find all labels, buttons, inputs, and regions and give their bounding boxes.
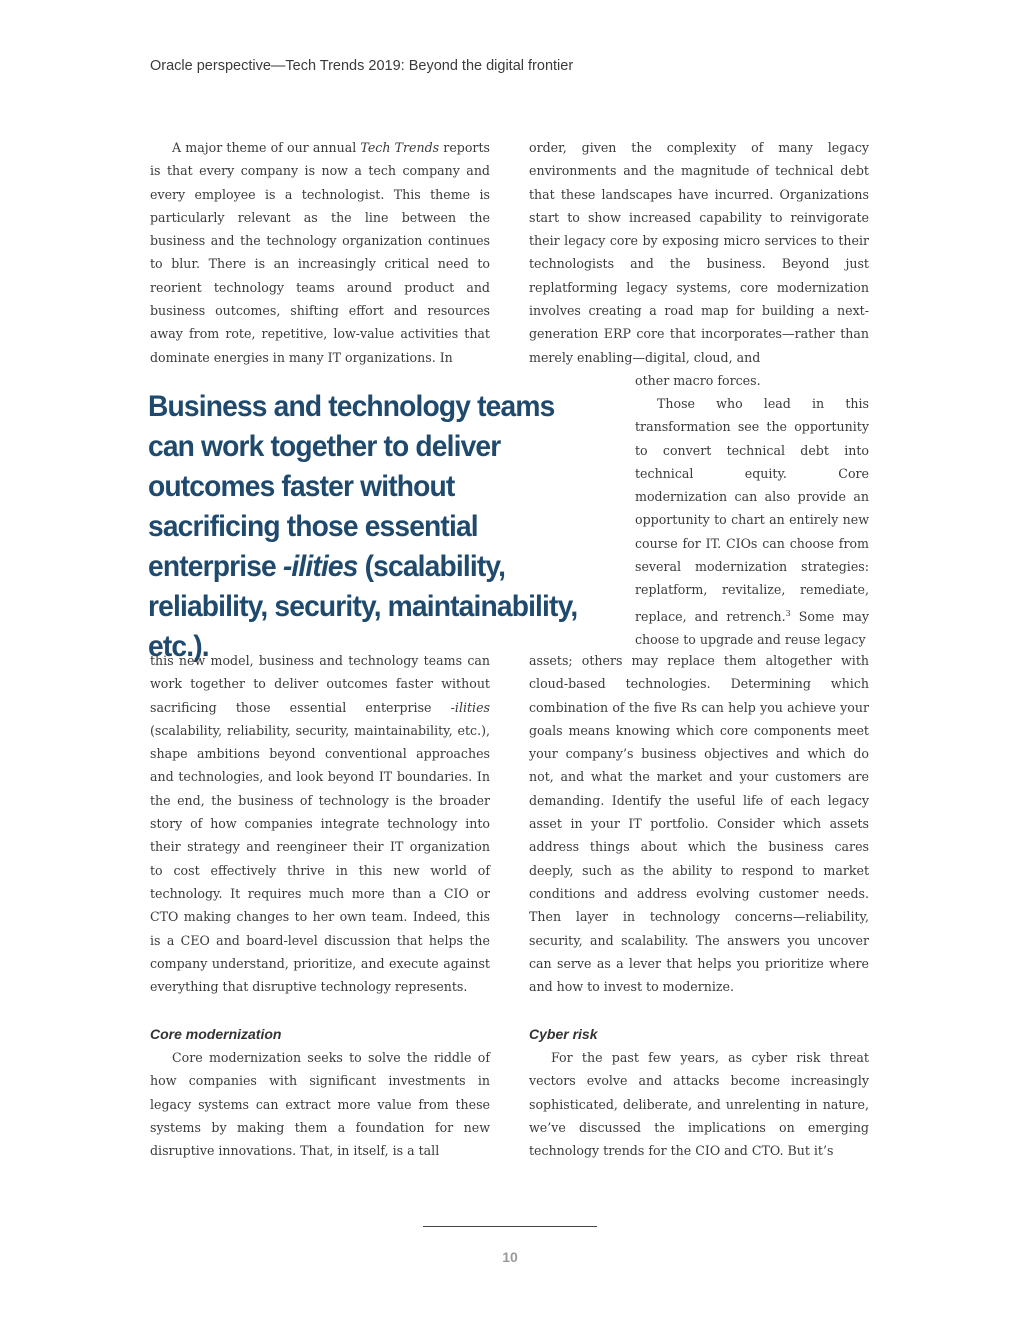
intro-continuation-paragraph: [150, 649, 490, 998]
cyber-risk-heading: Cyber risk: [529, 1026, 598, 1042]
right-column-narrow-paragraph: [635, 392, 869, 651]
continuation-text-1: this new model, business and technology teams can work together to deliver outcomes faster without sacrificing those essential enterprise: [150, 653, 490, 715]
continuation-italic: -ilities: [450, 699, 490, 715]
right-column-bottom-paragraph: assets; others may replace them altogether with cloud-based technologies. Determining which combination of the five Rs can help you achieve your goals means knowing which core components meet your company’s business objectives and which do not, and what the market and your customers are demanding. Identify the useful life of each legacy asset in your IT portfolio. Consider which assets address things about which the business cares deeply, such as the ability to respond to market conditions and address evolving customer needs. Then layer in technology concerns—reliability, security, and scalability. The answers you uncover can serve as a lever that helps you prioritize where and how to invest to modernize.: [529, 653, 869, 995]
pull-quote-italic: -ilities: [282, 550, 358, 583]
pull-quote-text-2: (scalability, reliability, security, maintainability, etc.).: [148, 550, 578, 663]
intro-text-1: A major theme of our annual: [172, 140, 361, 155]
pull-quote: [148, 387, 590, 667]
pull-quote-text-1: Business and technology teams can work together to deliver outcomes faster without sacrificing those essential enterprise: [148, 390, 555, 583]
right-column-top-paragraph: order, given the complexity of many legacy environments and the magnitude of technical debt that these landscapes have incurred. Organizations start to show increased capability to reinvigorate their legacy core by exposing micro services to their technologists and the business. Beyond just replatforming legacy systems, core modernization involves creating a road map for building a next-generation ERP core that incorporates—rather than merely enabling—digital, cloud, and: [529, 140, 869, 365]
core-modernization-paragraph: Core modernization seeks to solve the riddle of how companies with significant investments in legacy systems can extract more value from these systems by making them a foundation for new disruptive innovations. That, in itself, is a tall: [150, 1050, 490, 1159]
core-modernization-heading: Core modernization: [150, 1026, 282, 1042]
continuation-text-2: (scalability, reliability, security, maintainability, etc.), shape ambitions beyond conventional approaches and technologies, and look beyond IT boundaries. In the end, the business of technology is the broader story of how companies integrate technology into their strategy and reengineer their IT organization to cost effectively thrive in this new world of technology. It requires much more than a CIO or CTO making changes to her own team. Indeed, this is a CEO and board-level discussion that helps the company understand, prioritize, and execute against everything that disruptive technology represents.: [150, 722, 490, 995]
cyber-risk-paragraph: For the past few years, as cyber risk threat vectors evolve and attacks become increasingly sophisticated, deliberate, and unrelenting in nature, we’ve discussed the implications on emerging technology trends for the CIO and CTO. But it’s: [529, 1050, 869, 1159]
intro-text-2: reports is that every company is now a tech company and every employee is a technologist. This theme is particularly relevant as the line between the business and the technology organization continues to blur. There is an increasingly critical need to reorient technology teams around product and business outcomes, shifting effort and resources away from rote, repetitive, low-value activities that dominate energies in many IT organizations. In: [150, 140, 490, 365]
footnote-reference: 3: [785, 608, 791, 618]
running-header: Oracle perspective—Tech Trends 2019: Beyond the digital frontier: [150, 58, 574, 74]
narrow-paragraph-tail: Some may choose to upgrade and reuse legacy: [635, 608, 869, 648]
footer-divider: [423, 1226, 597, 1227]
intro-italic-title: Tech Trends: [360, 140, 440, 155]
intro-paragraph: [150, 136, 490, 369]
narrow-paragraph-text: Those who lead in this transformation see the opportunity to convert technical debt into technical equity. Core modernization can also provide an opportunity to chart an entirely new course for IT. CIOs can choose from several modernization strategies: replatform, revitalize, remediate, replace, and retrench.: [635, 396, 869, 624]
page-number: 10: [502, 1249, 518, 1265]
right-column-narrow-line: other macro forces.: [635, 373, 761, 388]
